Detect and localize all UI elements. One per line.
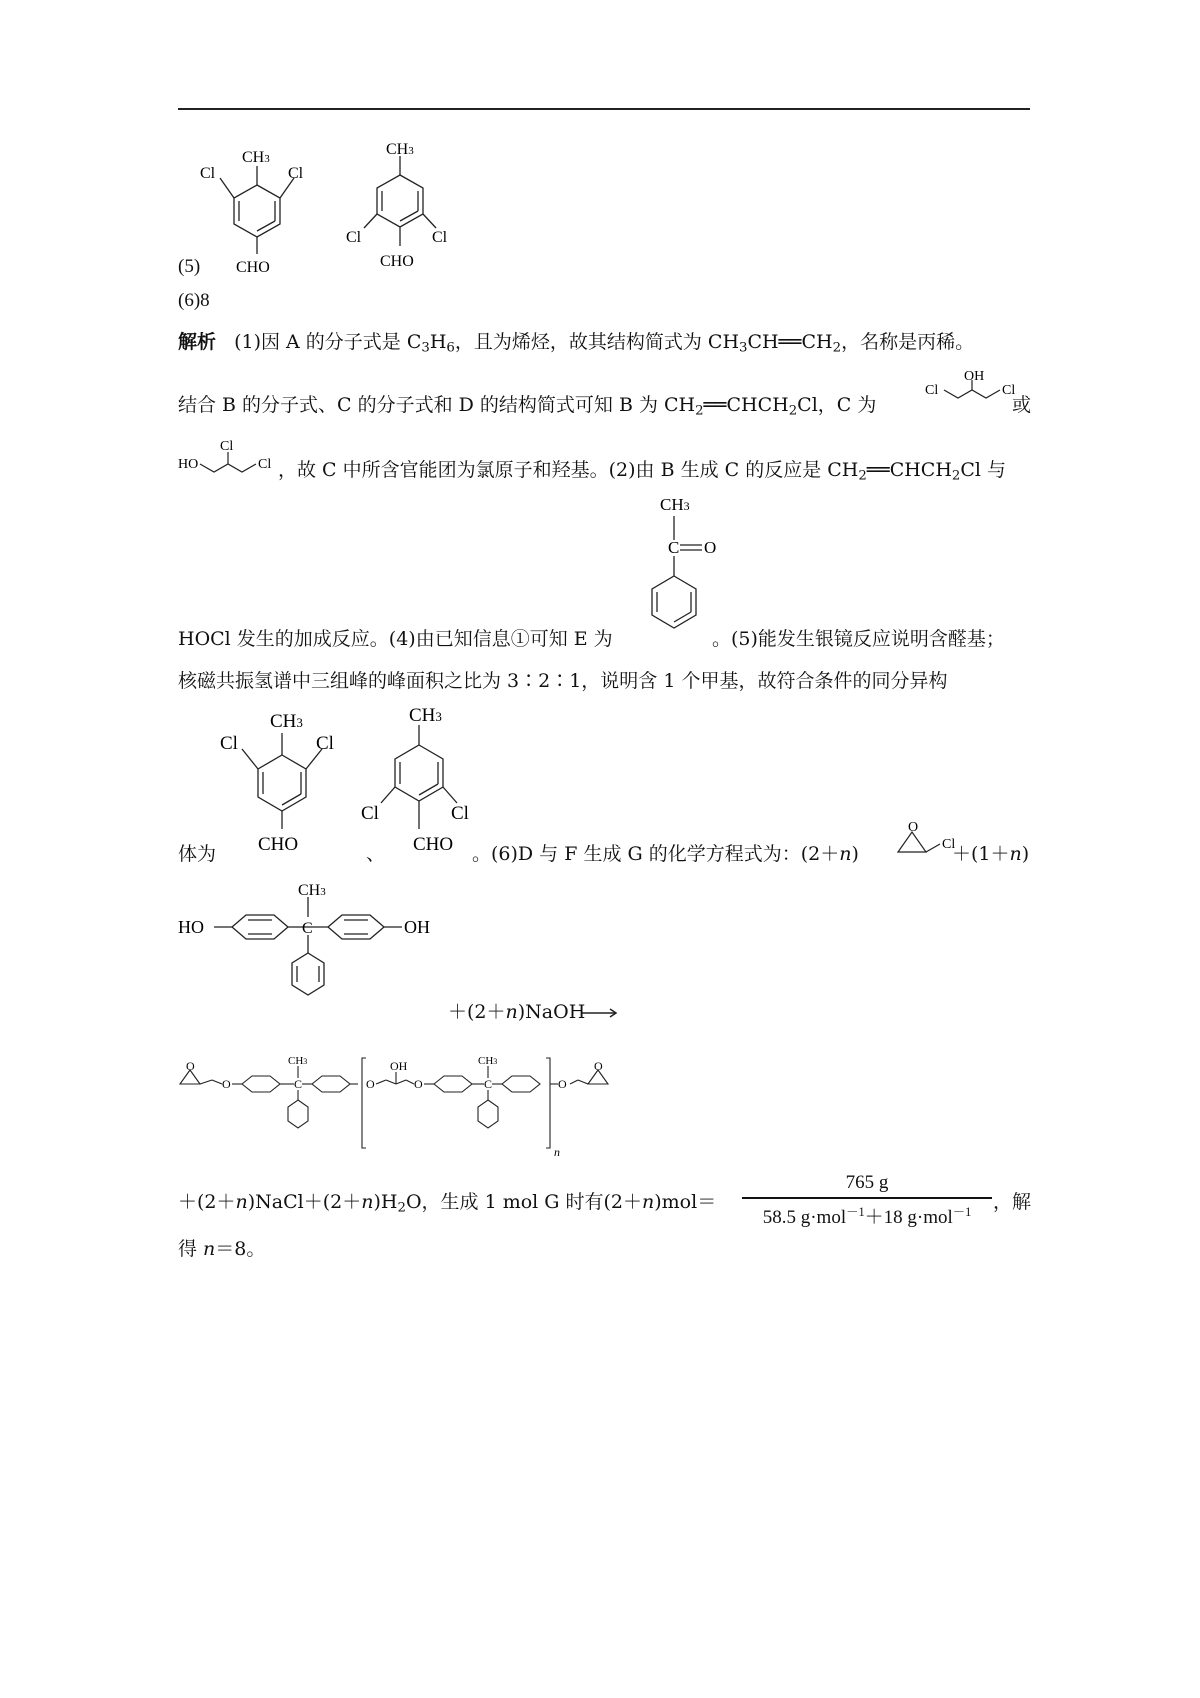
o-label: O bbox=[704, 538, 717, 557]
cl-label: Cl bbox=[942, 837, 956, 852]
isomer-structure-a bbox=[220, 705, 350, 865]
ch3-label: CH3 bbox=[478, 1055, 498, 1067]
o-label: O bbox=[594, 1059, 603, 1073]
cl-label: Cl bbox=[220, 733, 238, 754]
analysis-line-6a: 体为 bbox=[178, 843, 217, 865]
analysis-label: 解析 bbox=[178, 331, 217, 353]
analysis-line-1: 解析 (1)因 A 的分子式是 $C_3H_6$，且为烯烃，故其结构简式为 $CH_3CH══CH_2$，名称是丙稀。 bbox=[178, 331, 975, 356]
text-or: 或 bbox=[1012, 394, 1032, 416]
cl-label: Cl bbox=[361, 803, 379, 824]
analysis-line-4a: HOCl 发生的加成反应。(4)由已知信息①可知 E 为 bbox=[178, 628, 613, 650]
analysis-line-8j: ，解 bbox=[993, 1191, 1032, 1213]
cl-label: Cl bbox=[258, 457, 272, 472]
reaction-arrow bbox=[582, 1003, 622, 1023]
o-label: O bbox=[186, 1059, 195, 1073]
oh-label: OH bbox=[390, 1059, 408, 1073]
chlorohydrin-structure-2 bbox=[178, 440, 278, 480]
ch3-label: CH3 bbox=[298, 882, 326, 899]
cl-label: Cl bbox=[451, 803, 469, 824]
cl-label: Cl bbox=[200, 165, 216, 182]
text-comma: 、 bbox=[366, 843, 386, 865]
header-rule bbox=[178, 108, 1030, 110]
n-label: n bbox=[554, 1145, 560, 1159]
ch3-label: CH3 bbox=[288, 1055, 308, 1067]
acetophenone-structure bbox=[628, 490, 738, 650]
analysis-line-9: 得 n＝8。 bbox=[178, 1238, 266, 1260]
analysis-line-3: ，故 C 中所含官能团为氯原子和羟基。(2)由 B 生成 C 的反应是 $CH_2══CHCH_2Cl$ 与 bbox=[278, 459, 1007, 484]
cl-label: Cl bbox=[1002, 383, 1016, 398]
analysis-line-7: ＋(2＋n)NaOH bbox=[448, 1001, 586, 1023]
polymer-g-structure bbox=[178, 1050, 638, 1160]
cl-label: Cl bbox=[316, 733, 334, 754]
ch3-label: CH3 bbox=[386, 141, 414, 158]
o-label: O bbox=[414, 1077, 423, 1091]
isomer-structure-b bbox=[355, 705, 485, 865]
analysis-line-6c: 。(6)D 与 F 生成 G 的化学方程式为：(2＋n) bbox=[472, 843, 859, 865]
analysis-line-2: 结合 B 的分子式、C 的分子式和 D 的结构简式可知 B 为 $CH_2══CHCH_2Cl$，C 为 bbox=[178, 394, 877, 419]
cho-label: CHO bbox=[380, 253, 414, 270]
o-label: O bbox=[366, 1077, 375, 1091]
oh-label: OH bbox=[404, 917, 430, 937]
answer-6: (6)8 bbox=[178, 290, 210, 311]
fraction-denominator: 58.5 g·mol$^{-1}$＋18 g·mol$^{-1}$ bbox=[762, 1204, 972, 1228]
ch3-label: CH3 bbox=[409, 705, 442, 726]
o-label: O bbox=[222, 1077, 231, 1091]
cl-label: Cl bbox=[432, 229, 448, 246]
bisphenol-structure bbox=[178, 875, 478, 1025]
cho-label: CHO bbox=[236, 259, 270, 276]
answer-5-label: (5) bbox=[178, 256, 201, 277]
o-label: O bbox=[908, 820, 919, 835]
ch3-label: CH3 bbox=[242, 149, 270, 166]
cho-label: CHO bbox=[258, 834, 299, 855]
analysis-line-4b: 。(5)能发生银镜反应说明含醛基； bbox=[712, 628, 1005, 650]
analysis-line-6f: ＋(1＋n) bbox=[952, 843, 1030, 865]
c-label: C bbox=[294, 1077, 303, 1091]
c-label: C bbox=[668, 538, 680, 557]
c-label: C bbox=[484, 1077, 493, 1091]
ho-label: HO bbox=[178, 457, 199, 472]
cl-label: Cl bbox=[288, 165, 304, 182]
ho-label: HO bbox=[178, 917, 204, 937]
cl-label: Cl bbox=[346, 229, 362, 246]
o-label: O bbox=[558, 1077, 567, 1091]
ch3-label: CH3 bbox=[660, 495, 690, 514]
answer-5-structure-b bbox=[340, 140, 460, 280]
analysis-line-8a: $+(2+n)NaCl+(2+n)H_2O$，生成 1 mol G 时有(2＋n)mol＝ bbox=[178, 1191, 717, 1216]
fraction-numerator: 765 g bbox=[845, 1172, 889, 1193]
analysis-line-5: 核磁共振氢谱中三组峰的峰面积之比为 3∶2∶1，说明含 1 个甲基，故符合条件的同分异构 bbox=[178, 670, 948, 692]
cl-label: Cl bbox=[925, 383, 939, 398]
cho-label: CHO bbox=[413, 834, 454, 855]
ch3-label: CH3 bbox=[270, 711, 303, 732]
oh-label: OH bbox=[964, 369, 985, 384]
answer-5-structure-a bbox=[200, 140, 320, 280]
cl-label: Cl bbox=[220, 439, 234, 454]
mass-fraction bbox=[742, 1172, 992, 1229]
c-label: C bbox=[302, 920, 313, 937]
